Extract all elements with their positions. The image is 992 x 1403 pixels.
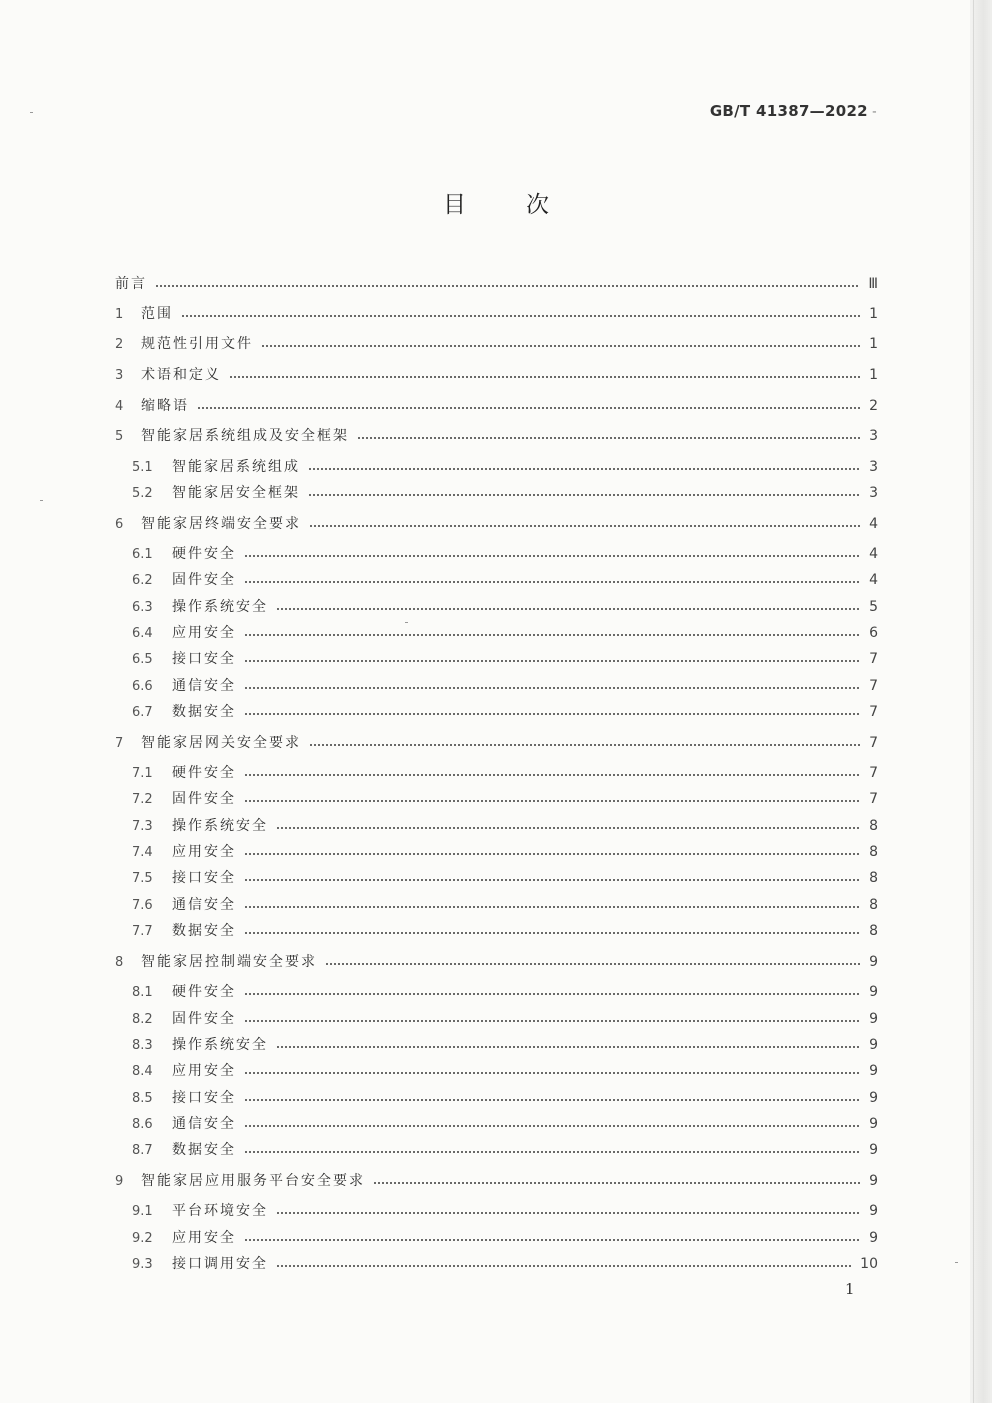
toc-entry[interactable] [115, 733, 878, 753]
toc-entry-label: 智能家居系统组成 [172, 459, 300, 475]
toc-entry[interactable] [115, 952, 878, 972]
footer-page-number: 1 [845, 1280, 855, 1298]
toc-entry-number: 8 [115, 955, 124, 970]
toc-entry-page: 9 [869, 984, 878, 1000]
toc-entry-label: 应用安全 [172, 625, 236, 641]
toc-entry-page: 4 [869, 546, 878, 562]
toc-entry[interactable] [132, 1201, 878, 1221]
toc-entry-number: 8.4 [132, 1064, 153, 1079]
toc-entry-label: 数据安全 [172, 1142, 236, 1158]
toc-entry-number: 6.3 [132, 600, 153, 615]
scan-speck [40, 500, 43, 501]
toc-entry-label: 接口安全 [172, 1090, 236, 1106]
toc-entry-page: 8 [869, 897, 878, 913]
toc-entry-number: 6.7 [132, 705, 153, 720]
toc-entry[interactable] [132, 1140, 878, 1160]
toc-entry-page: 7 [869, 735, 878, 751]
toc-entry-label: 应用安全 [172, 1063, 236, 1079]
toc-dot-leader [244, 993, 860, 995]
toc-entry-number: 7.3 [132, 819, 153, 834]
toc-entry[interactable] [132, 1035, 878, 1055]
toc-entry-number: 2 [115, 337, 124, 352]
toc-entry-label: 规范性引用文件 [141, 336, 253, 352]
toc-entry-number: 6.1 [132, 547, 153, 562]
toc-entry-number: 4 [115, 399, 124, 414]
toc-dot-leader [276, 1046, 860, 1048]
toc-dot-leader [244, 774, 860, 776]
toc-entry-label: 操作系统安全 [172, 818, 268, 834]
toc-dot-leader [308, 494, 860, 496]
toc-entry-page: 3 [869, 428, 878, 444]
toc-entry-page: 9 [869, 1230, 878, 1246]
toc-entry-page: 7 [869, 704, 878, 720]
toc-entry-label: 范围 [141, 306, 173, 322]
toc-dot-leader [276, 1212, 860, 1214]
toc-dot-leader [357, 437, 860, 439]
toc-entry-label: 操作系统安全 [172, 1037, 268, 1053]
toc-dot-leader [155, 285, 860, 287]
toc-entry-page: 3 [869, 485, 878, 501]
toc-entry-page: 1 [869, 367, 878, 383]
toc-entry-page: 9 [869, 1173, 878, 1189]
toc-entry-page: 7 [869, 791, 878, 807]
toc-entry-number: 1 [115, 307, 124, 322]
toc-entry-page: 3 [869, 459, 878, 475]
toc-entry-page: 7 [869, 765, 878, 781]
toc-entry-number: 9.1 [132, 1204, 153, 1219]
toc-entry-number: 8.6 [132, 1117, 153, 1132]
toc-entry-number: 8.7 [132, 1143, 153, 1158]
toc-entry[interactable] [115, 365, 878, 385]
toc-entry-label: 智能家居系统组成及安全框架 [141, 428, 349, 444]
toc-dot-leader [244, 634, 860, 636]
toc-entry-number: 6.5 [132, 652, 153, 667]
toc-entry-page: 9 [869, 1116, 878, 1132]
toc-entry-page: 1 [869, 306, 878, 322]
toc-entry-number: 7 [115, 736, 124, 751]
toc-entry-number: 6.6 [132, 679, 153, 694]
toc-entry-number: 5.1 [132, 460, 153, 475]
toc-dot-leader [244, 1072, 860, 1074]
toc-entry-label: 智能家居网关安全要求 [141, 735, 301, 751]
toc-dot-leader [309, 525, 860, 527]
scan-speck [30, 112, 33, 113]
toc-entry-number: 9 [115, 1174, 124, 1189]
toc-dot-leader [244, 581, 860, 583]
toc-entry[interactable] [132, 623, 878, 643]
toc-dot-leader [325, 963, 860, 965]
toc-entry[interactable] [132, 921, 878, 941]
toc-entry-label: 固件安全 [172, 572, 236, 588]
toc-entry[interactable] [132, 676, 878, 696]
toc-entry-label: 智能家居安全框架 [172, 485, 300, 501]
toc-entry-number: 9.2 [132, 1231, 153, 1246]
toc-entry[interactable] [115, 1171, 878, 1191]
toc-entry-page: 8 [869, 870, 878, 886]
toc-entry-page: 9 [869, 1142, 878, 1158]
toc-entry[interactable] [132, 842, 878, 862]
toc-entry-label: 硬件安全 [172, 546, 236, 562]
toc-dot-leader [244, 906, 860, 908]
toc-title: 目次 [443, 192, 609, 218]
toc-entry-page: 9 [869, 1203, 878, 1219]
toc-entry-label: 前言 [115, 276, 147, 292]
toc-entry-label: 固件安全 [172, 791, 236, 807]
toc-dot-leader [244, 1239, 860, 1241]
toc-entry-number: 7.6 [132, 898, 153, 913]
toc-entry-label: 应用安全 [172, 844, 236, 860]
toc-entry-page: Ⅲ [868, 276, 878, 292]
toc-entry-page: 5 [869, 599, 878, 615]
toc-entry[interactable] [132, 702, 878, 722]
toc-dot-leader [308, 468, 860, 470]
toc-entry[interactable] [115, 396, 878, 416]
toc-dot-leader [261, 345, 860, 347]
toc-entry-label: 通信安全 [172, 1116, 236, 1132]
toc-entry[interactable] [132, 816, 878, 836]
toc-entry-number: 6.2 [132, 573, 153, 588]
toc-entry-number: 6.4 [132, 626, 153, 641]
toc-dot-leader [244, 879, 860, 881]
toc-entry-label: 通信安全 [172, 897, 236, 913]
toc-entry-page: 9 [869, 1011, 878, 1027]
toc-entry[interactable] [132, 570, 878, 590]
toc-entry-label: 平台环境安全 [172, 1203, 268, 1219]
toc-entry[interactable] [115, 304, 878, 324]
toc-entry-number: 5 [115, 429, 124, 444]
scan-speck [405, 622, 408, 623]
toc-entry-number: 8.3 [132, 1038, 153, 1053]
toc-entry-page: 9 [869, 954, 878, 970]
toc-entry-label: 智能家居应用服务平台安全要求 [141, 1173, 365, 1189]
toc-entry-number: 9.3 [132, 1257, 153, 1272]
toc-entry-page: 7 [869, 678, 878, 694]
standard-number-tick: ˗ [871, 102, 877, 120]
toc-entry[interactable] [132, 1088, 878, 1108]
toc-entry-label: 接口调用安全 [172, 1256, 268, 1272]
toc-entry[interactable] [132, 597, 878, 617]
toc-dot-leader [244, 555, 860, 557]
toc-dot-leader [244, 853, 860, 855]
toc-entry-page: 2 [869, 398, 878, 414]
toc-entry-number: 3 [115, 368, 124, 383]
toc-entry[interactable] [132, 763, 878, 783]
toc-entry-label: 术语和定义 [141, 367, 221, 383]
toc-dot-leader [244, 932, 860, 934]
toc-entry-number: 8.1 [132, 985, 153, 1000]
toc-entry[interactable] [132, 457, 878, 477]
toc-entry-label: 缩略语 [141, 398, 189, 414]
toc-entry-page: 8 [869, 923, 878, 939]
toc-entry-label: 数据安全 [172, 704, 236, 720]
toc-entry-number: 7.4 [132, 845, 153, 860]
toc-dot-leader [244, 800, 860, 802]
toc-dot-leader [244, 1151, 860, 1153]
toc-entry[interactable] [132, 1228, 878, 1248]
toc-entry[interactable] [132, 1114, 878, 1134]
toc-entry[interactable] [115, 426, 878, 446]
toc-dot-leader [181, 315, 860, 317]
toc-entry-label: 接口安全 [172, 651, 236, 667]
toc-entry-number: 8.2 [132, 1012, 153, 1027]
toc-entry-page: 10 [860, 1256, 878, 1272]
toc-entry[interactable] [132, 982, 878, 1002]
toc-entry[interactable] [132, 483, 878, 503]
toc-entry[interactable] [132, 544, 878, 564]
toc-entry-number: 7.2 [132, 792, 153, 807]
toc-entry-page: 6 [869, 625, 878, 641]
toc-dot-leader [244, 1099, 860, 1101]
toc-entry-label: 数据安全 [172, 923, 236, 939]
toc-entry[interactable] [132, 1009, 878, 1029]
toc-dot-leader [244, 713, 860, 715]
toc-dot-leader [276, 608, 860, 610]
toc-entry-page: 9 [869, 1063, 878, 1079]
toc-entry-label: 接口安全 [172, 870, 236, 886]
toc-dot-leader [276, 827, 860, 829]
toc-entry-label: 硬件安全 [172, 765, 236, 781]
toc-entry[interactable] [132, 895, 878, 915]
toc-entry[interactable] [132, 868, 878, 888]
toc-entry-number: 6 [115, 517, 124, 532]
toc-entry[interactable] [115, 334, 878, 354]
toc-entry-page: 8 [869, 844, 878, 860]
toc-dot-leader [229, 376, 860, 378]
toc-entry[interactable] [132, 1254, 878, 1274]
toc-entry-label: 智能家居控制端安全要求 [141, 954, 317, 970]
toc-entry-number: 7.7 [132, 924, 153, 939]
toc-dot-leader [244, 660, 860, 662]
toc-dot-leader [276, 1265, 852, 1267]
toc-entry-page: 1 [869, 336, 878, 352]
toc-dot-leader [373, 1182, 860, 1184]
toc-entry[interactable] [132, 789, 878, 809]
toc-entry-page: 4 [869, 516, 878, 532]
toc-entry-label: 智能家居终端安全要求 [141, 516, 301, 532]
toc-entry-page: 7 [869, 651, 878, 667]
toc-entry-number: 8.5 [132, 1091, 153, 1106]
standard-number-text: GB/T 41387—2022 [709, 102, 868, 120]
toc-entry-label: 硬件安全 [172, 984, 236, 1000]
toc-dot-leader [197, 407, 860, 409]
toc-entry-label: 操作系统安全 [172, 599, 268, 615]
toc-entry[interactable] [132, 649, 878, 669]
toc-dot-leader [244, 687, 860, 689]
toc-dot-leader [244, 1125, 860, 1127]
toc-dot-leader [309, 744, 860, 746]
toc-entry-label: 应用安全 [172, 1230, 236, 1246]
scan-speck [955, 1262, 958, 1263]
toc-entry-page: 8 [869, 818, 878, 834]
toc-entry-label: 固件安全 [172, 1011, 236, 1027]
toc-entry-number: 7.1 [132, 766, 153, 781]
toc-entry-number: 7.5 [132, 871, 153, 886]
toc-entry-label: 通信安全 [172, 678, 236, 694]
toc-entry[interactable] [115, 274, 878, 294]
toc-entry-page: 9 [869, 1090, 878, 1106]
toc-dot-leader [244, 1020, 860, 1022]
toc-entry[interactable] [132, 1061, 878, 1081]
toc-entry-page: 9 [869, 1037, 878, 1053]
toc-entry-number: 5.2 [132, 486, 153, 501]
toc-entry[interactable] [115, 514, 878, 534]
toc-entry-page: 4 [869, 572, 878, 588]
